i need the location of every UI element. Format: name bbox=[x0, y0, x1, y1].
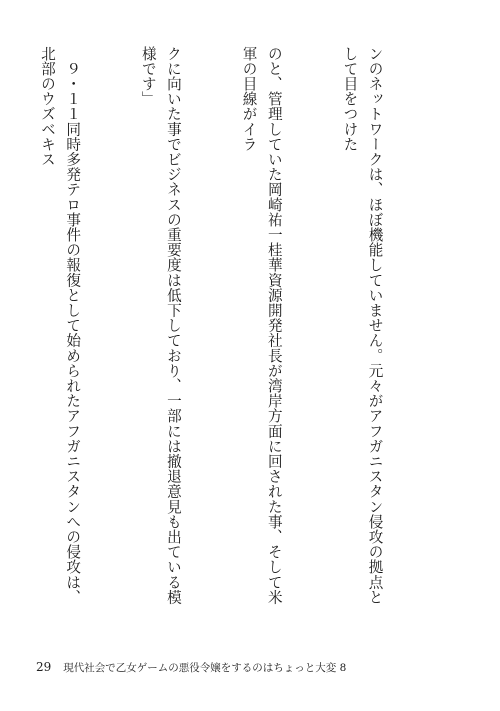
text-line: ンのネットワークは、ほぼ機能していません。元々がアフガニスタン侵攻の拠点として目をつけた bbox=[341, 46, 384, 605]
book-title: 現代社会で乙女ゲームの悪役令嬢をするのはちょっと大変 8 bbox=[63, 662, 347, 674]
page-number: 29 bbox=[36, 660, 52, 674]
text-line: のと、管理していた岡崎祐一桂華資源開発社長が湾岸方面に回された事、そして米軍の目線がイラ bbox=[240, 46, 283, 605]
vertical-body-text bbox=[38, 46, 438, 618]
text-line: クに向いた事でビジネスの重要度は低下しており、一部には撤退意見も出ている模様です」 bbox=[139, 46, 182, 605]
page-footer bbox=[36, 660, 346, 675]
text-line: ９・１１同時多発テロ事件の報復として始められたアフガニスタンへの侵攻は、北部のウズベキス bbox=[38, 46, 82, 605]
